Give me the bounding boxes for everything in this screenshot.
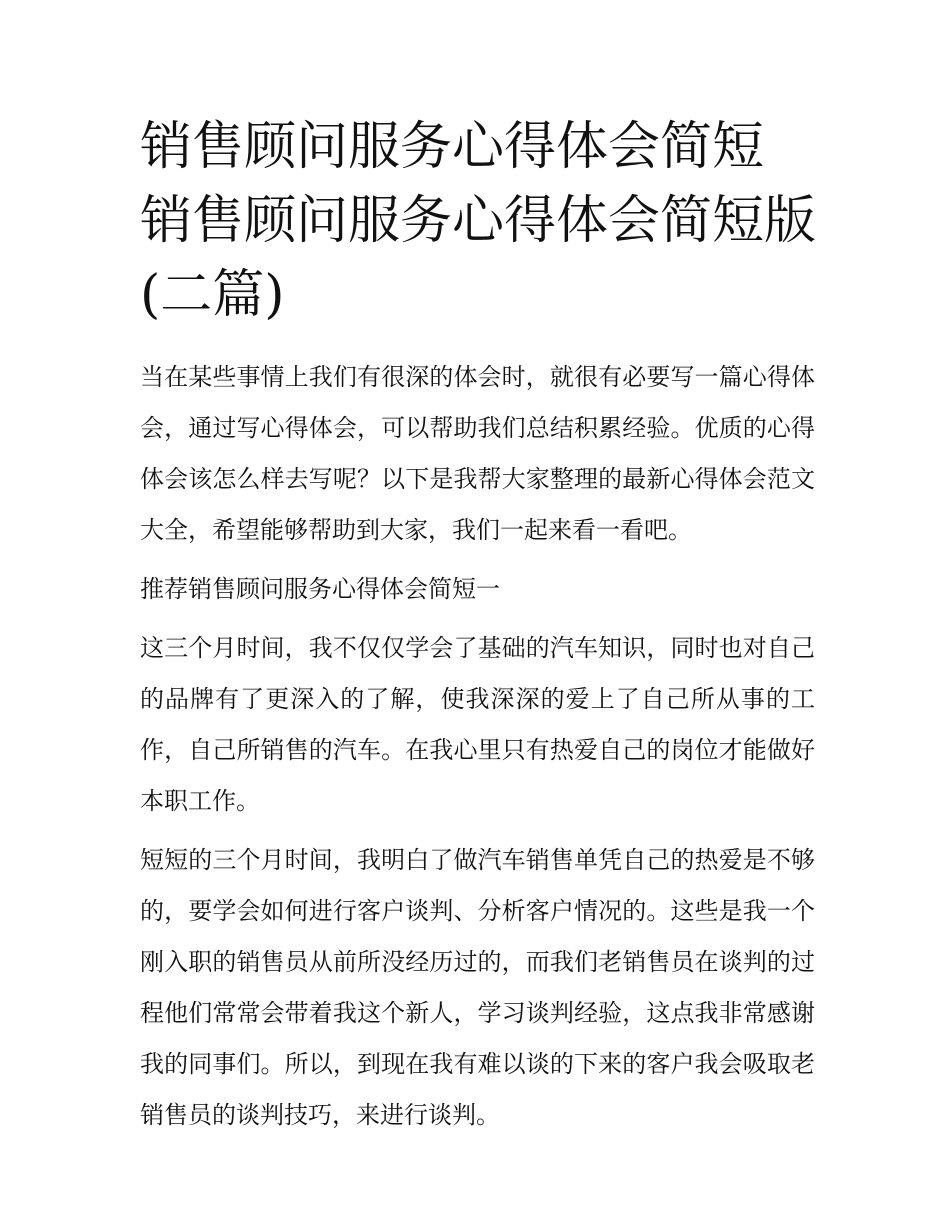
document-body bbox=[140, 352, 815, 1149]
body-paragraph-2: 短短的三个月时间，我明白了做汽车销售单凭自己的热爱是不够的，要学会如何进行客户谈判、分析客户情况的。这些是我一个刚入职的销售员从前所没经历过的，而我们老销售员在谈判的过程他们常常会带着我这个新人，学习谈判经验，这点我非常感谢我的同事们。所以，到现在我有难以谈的下来的客户我会吸取老销售员的谈判技巧，来进行谈判。 bbox=[140, 846, 815, 1129]
document-title: 销售顾问服务心得体会简短 销售顾问服务心得体会简短版(二篇) bbox=[140, 117, 817, 325]
section-heading: 推荐销售顾问服务心得体会简短一 bbox=[140, 575, 500, 603]
intro-paragraph: 当在某些事情上我们有很深的体会时，就很有必要写一篇心得体会，通过写心得体会，可以帮助我们总结积累经验。优质的心得体会该怎么样去写呢？以下是我帮大家整理的最新心得体会范文大全，希望能够帮助到大家，我们一起来看一看吧。 bbox=[140, 363, 815, 544]
body-paragraph-1: 这三个月时间，我不仅仅学会了基础的汽车知识，同时也对自己的品牌有了更深入的了解，使我深深的爱上了自己所从事的工作，自己所销售的汽车。在我心里只有热爱自己的岗位才能做好本职工作。 bbox=[140, 634, 815, 815]
